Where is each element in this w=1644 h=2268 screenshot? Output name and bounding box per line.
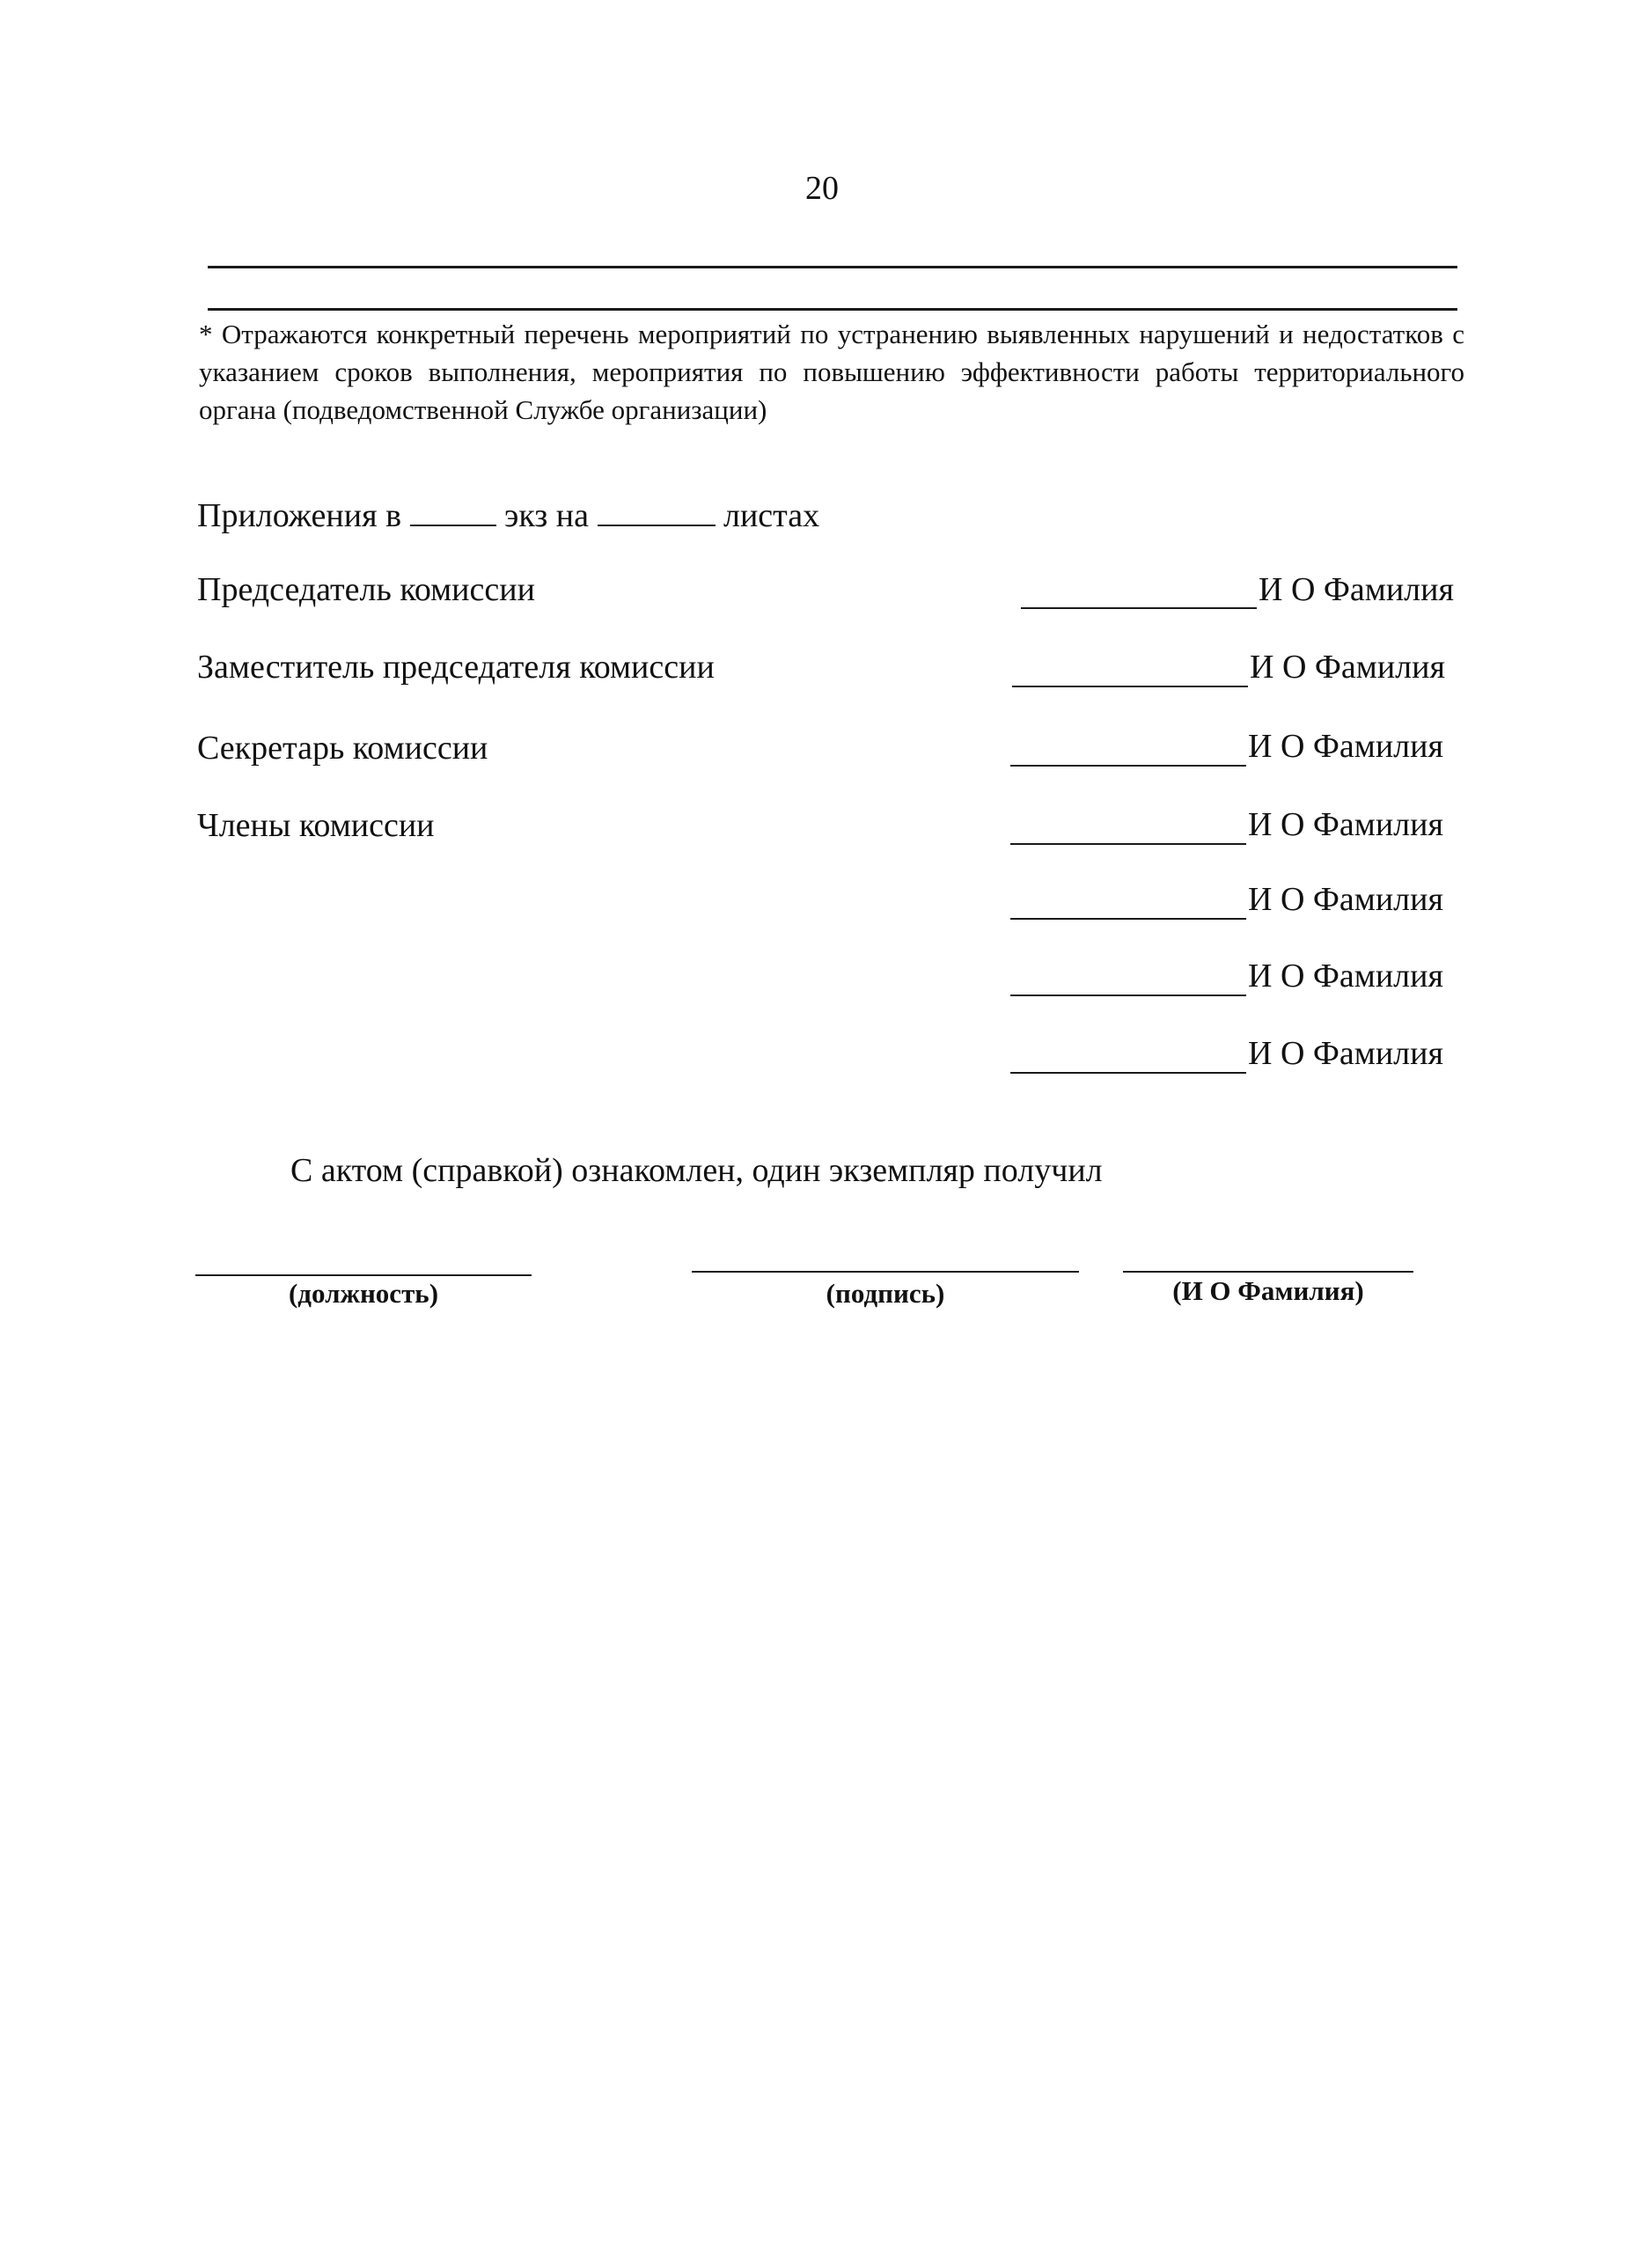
member-3-name: И О Фамилия <box>1248 958 1443 995</box>
role-secretary: Секретарь комиссии <box>197 730 488 767</box>
full-name-line <box>1123 1271 1413 1273</box>
member-4-name: И О Фамилия <box>1248 1035 1443 1072</box>
footnote: * Отражаются конкретный перечень мероприятий по устранению выявленных нарушений и недостатков с указанием сроков выполнения, мероприятия по повышению эффективности работы территориального органа (подведомственной Службе организации) <box>199 319 1464 425</box>
deputy-name: И О Фамилия <box>1250 649 1445 686</box>
copies-blank <box>410 493 496 526</box>
role-deputy: Заместитель председателя комиссии <box>197 649 715 686</box>
deputy-signature-line <box>1012 686 1248 687</box>
member-2-signature-line <box>1010 918 1246 920</box>
role-chairman: Председатель комиссии <box>197 571 535 608</box>
member-4-signature-line <box>1010 1072 1246 1074</box>
position-line <box>195 1274 532 1276</box>
page-number: 20 <box>805 170 839 207</box>
signature-caption: (подпись) <box>826 1278 945 1309</box>
chairman-signature-line <box>1021 607 1257 609</box>
secretary-signature-line <box>1010 765 1246 767</box>
acquaintance-statement: С актом (справкой) ознакомлен, один экземпляр получил <box>290 1152 1103 1189</box>
attachments-prefix: Приложения в <box>197 497 402 534</box>
fill-line-2 <box>208 308 1457 311</box>
sheets-blank <box>598 493 716 526</box>
attachments-line <box>197 493 819 535</box>
position-caption: (должность) <box>288 1278 439 1309</box>
fill-line-1 <box>208 266 1457 268</box>
attachments-middle: экз на <box>504 497 589 534</box>
full-name-caption: (И О Фамилия) <box>1172 1275 1364 1306</box>
role-members: Члены комиссии <box>197 807 435 844</box>
member-1-signature-line <box>1010 843 1246 845</box>
chairman-name: И О Фамилия <box>1259 571 1454 608</box>
member-3-signature-line <box>1010 995 1246 996</box>
member-1-name: И О Фамилия <box>1248 806 1443 843</box>
attachments-suffix: листах <box>723 497 820 534</box>
secretary-name: И О Фамилия <box>1248 728 1443 765</box>
member-2-name: И О Фамилия <box>1248 881 1443 918</box>
signature-line <box>692 1271 1079 1273</box>
